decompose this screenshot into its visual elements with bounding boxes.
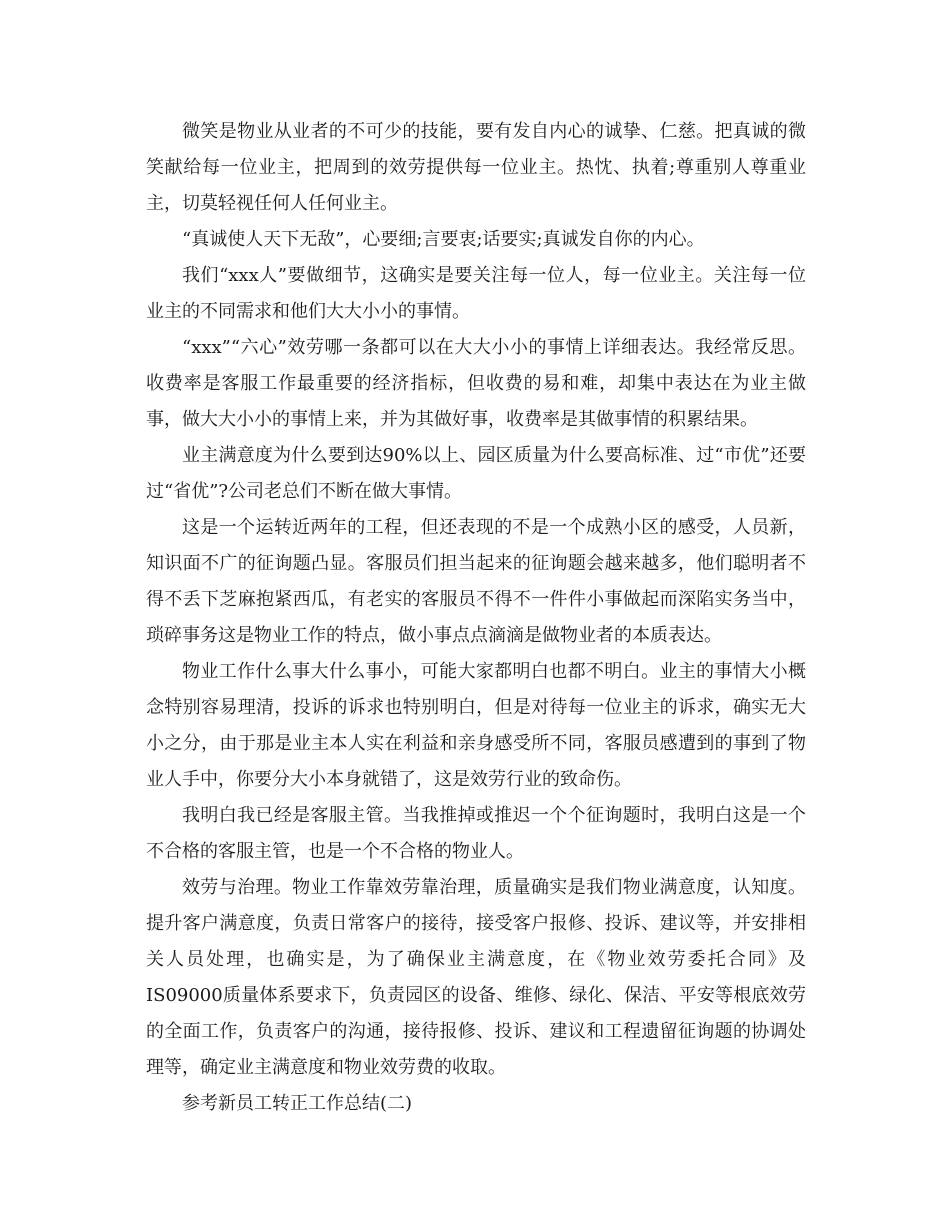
document-page <box>146 114 806 1122</box>
paragraph-project-status: 这是一个运转近两年的工程，但还表现的不是一个成熟小区的感受，人员新，知识面不广的征询题凸显。客服员们担当起来的征询题会越来越多，他们聪明者不得不丢下芝麻抱紧西瓜，有老实的客服员不得不一件件小事做起而深陷实务当中，琐碎事务这是物业工作的特点，做小事点点滴滴是做物业者的本质表达。 <box>146 517 806 646</box>
section-heading: 参考新员工转正工作总结(二) <box>182 1093 413 1114</box>
paragraph-supervisor: 我明白我已经是客服主管。当我推掉或推迟一个个征询题时，我明白这是一个不合格的客服主管，也是一个不合格的物业人。 <box>146 805 806 862</box>
paragraph-smile-skill: 微笑是物业从业者的不可少的技能，要有发自内心的诚挚、仁慈。把真诚的微笑献给每一位业主，把周到的效劳提供每一位业主。热忱、执着;尊重别人尊重业主，切莫轻视任何人任何业主。 <box>146 121 806 214</box>
paragraph-service-management: 效劳与治理。物业工作靠效劳靠治理，质量确实是我们物业满意度，认知度。提升客户满意度，负责日常客户的接待，接受客户报修、投诉、建议等，并安排相关人员处理，也确实是，为了确保业主满意度，在《物业效劳委托合同》及IS09000质量体系要求下，负责园区的设备、维修、绿化、保洁、平安等根底效劳的全面工作，负责客户的沟通，接待报修、投诉、建议和工程遗留征询题的协调处理等，确定业主满意度和物业效劳费的收取。 <box>146 877 806 1078</box>
paragraph-sincerity: “真诚使人天下无敌”，心要细;言要衷;话要实;真诚发自你的内心。 <box>182 229 705 250</box>
paragraph-big-small-matters: 物业工作什么事大什么事小，可能大家都明白也都不明白。业主的事情大小概念特别容易理清，投诉的诉求也特别明白，但是对待每一位业主的诉求，确实无大小之分，由于那是业主本人实在利益和亲身感受所不同，客服员感遭到的事到了物业人手中，你要分大小本身就错了，这是效劳行业的致命伤。 <box>146 661 806 790</box>
paragraph-details: 我们“xxx人”要做细节，这确实是要关注每一位人，每一位业主。关注每一位业主的不同需求和他们大大小小的事情。 <box>146 265 806 322</box>
paragraph-satisfaction: 业主满意度为什么要到达90%以上、园区质量为什么要高标准、过“市优”还要过“省优”?公司老总们不断在做大事情。 <box>146 445 806 502</box>
paragraph-six-hearts: “xxx”“六心”效劳哪一条都可以在大大小小的事情上详细表达。我经常反思。收费率是客服工作最重要的经济指标，但收费的易和难，却集中表达在为业主做事，做大大小小的事情上来，并为其做好事，收费率是其做事情的积累结果。 <box>146 337 806 430</box>
